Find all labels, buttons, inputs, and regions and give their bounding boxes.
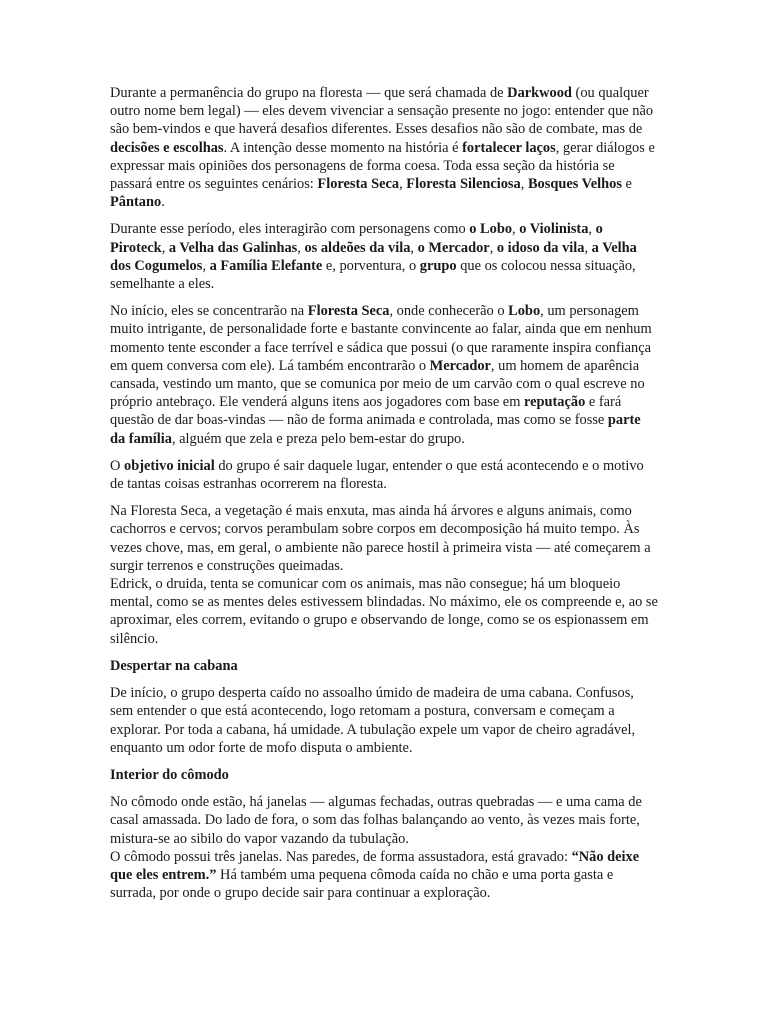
text: , onde conhecerão o <box>389 303 509 320</box>
paragraph-dry-forest-characters <box>110 302 658 448</box>
bold-text: o Piroteck <box>110 221 603 256</box>
bold-text: fortalecer laços <box>462 139 556 156</box>
bold-text: grupo <box>419 257 457 274</box>
bold-text: Mercador <box>429 357 491 374</box>
paragraph-objective <box>110 457 658 493</box>
text: Edrick, o druida, tenta se comunicar com os animais, mas não consegue; há um bloqueio mental, como se as mentes deles estivessem blindadas. No máximo, ele os compreende e, ao se aproximar, eles correm, evitando o grupo e observando de longe, como se os espionassem em silêncio. <box>110 576 658 647</box>
bold-text: objetivo inicial <box>124 457 215 474</box>
bold-text: o Lobo <box>469 221 513 238</box>
text: . A intenção desse momento na história é <box>223 139 463 156</box>
text: O <box>110 457 124 474</box>
paragraph-characters <box>110 220 658 293</box>
bold-text: o Violinista <box>519 221 589 238</box>
text: Durante esse período, eles interagirão com personagens como <box>110 221 470 238</box>
text: , um personagem muito intrigante, de personalidade forte e bastante convincente ao falar, ainda que em nenhum momento tente esconder a face terrível e sádica que possui (o que raramente inspira confiança em quem conversa com ele). Lá também encontrarão o <box>110 303 652 374</box>
text: , um homem de aparência cansada, vestindo um manto, que se comunica por meio de um carvão com o qual escreve no próprio antebraço. Ele venderá alguns itens aos jogadores com base em <box>110 357 645 411</box>
bold-text: decisões e escolhas <box>110 139 224 156</box>
text: , <box>512 221 520 238</box>
paragraph-cabin: De início, o grupo desperta caído no assoalho úmido de madeira de uma cabana. Confusos, sem entender o que está acontecendo, logo retomam a postura, conversam e começam a explorar. Por toda a cabana, há umidade. A tubulação expele um vapor de cheiro agradável, enquanto um odor forte de mofo disputa o ambiente. <box>110 685 636 756</box>
text: , <box>399 176 407 193</box>
bold-text: Darkwood <box>507 85 572 101</box>
text: Há também uma pequena cômoda caída no chão e uma porta gasta e surrada, por onde o grupo decide sair para continuar a exploração. <box>110 866 614 902</box>
bold-text: Pântano <box>110 194 162 211</box>
text: , <box>584 239 592 256</box>
text: No início, eles se concentrarão na <box>110 303 308 320</box>
text: , <box>520 176 528 193</box>
bold-text: a Velha das Galinhas <box>168 239 298 256</box>
bold-text: Floresta Seca <box>307 303 390 320</box>
bold-text: Floresta Seca <box>317 176 400 193</box>
text: , gerar diálogos e expressar mais opiniões dos personagens de forma coesa. Toda essa seção da história se passará entre os seguintes cenários: <box>110 139 655 193</box>
text: e, porventura, o <box>322 257 420 274</box>
text: Na Floresta Seca, a vegetação é mais enxuta, mas ainda há árvores e alguns animais, como cachorros e cervos; corvos perambulam sobre corpos em decomposição há muito tempo. Às vezes chove, mas, em geral, o ambiente não parece hostil à primeira vista — até começarem a surgir terrenos e construções queimadas. <box>110 503 651 574</box>
paragraph-dry-forest-description <box>110 502 658 648</box>
section-heading-cabin: Despertar na cabana <box>110 657 238 674</box>
bold-text: o Mercador <box>417 239 490 256</box>
text: que os colocou nessa situação, semelhante a eles. <box>110 257 636 293</box>
bold-text: os aldeões da vila <box>304 239 411 256</box>
bold-text: reputação <box>523 394 586 411</box>
text: e <box>621 176 632 193</box>
text: , alguém que zela e preza pelo bem-estar do grupo. <box>171 430 465 447</box>
bold-text: Floresta Silenciosa <box>406 176 521 193</box>
text: O cômodo possui três janelas. Nas paredes, de forma assustadora, está gravado: <box>110 848 572 865</box>
bold-text: Bosques Velhos <box>527 176 622 193</box>
text: , <box>410 239 418 256</box>
text: , <box>297 239 305 256</box>
bold-text: “Não deixe que eles entrem.” <box>110 848 640 883</box>
bold-text: Lobo <box>508 303 541 320</box>
text: do grupo é sair daquele lugar, entender o que está acontecendo e o motivo de tantas coisas estranhas ocorrerem na floresta. <box>110 457 644 493</box>
bold-text: o idoso da vila <box>496 239 585 256</box>
bold-text: a Velha dos Cogumelos <box>110 239 637 274</box>
text: e fará questão de dar boas-vindas — não de forma animada e controlada, mas como se fosse <box>110 394 622 429</box>
text: , <box>202 257 210 274</box>
text: (ou qualquer outro nome bem legal) — eles devem vivenciar a sensação presente no jogo: entender que não são bem-vindos e que haverá desafios diferentes. Esses desafios não são de combate, mas de <box>110 85 654 138</box>
paragraph-intro <box>110 84 658 211</box>
text: , <box>588 221 596 238</box>
text: . <box>161 194 165 211</box>
text: , <box>161 239 169 256</box>
section-heading-room: Interior do cômodo <box>110 766 229 783</box>
text: Durante a permanência do grupo na floresta — que será chamada de <box>110 85 508 101</box>
bold-text: a Família Elefante <box>209 257 323 274</box>
text: No cômodo onde estão, há janelas — algumas fechadas, outras quebradas — e uma cama de casal amassada. Do lado de fora, o som das folhas balançando ao vento, às vezes mais forte, mistura-se ao sibilo do vapor vazando da tubulação. <box>110 794 642 847</box>
paragraph-room <box>110 793 658 902</box>
text: , <box>489 239 497 256</box>
bold-text: parte da família <box>110 412 641 447</box>
